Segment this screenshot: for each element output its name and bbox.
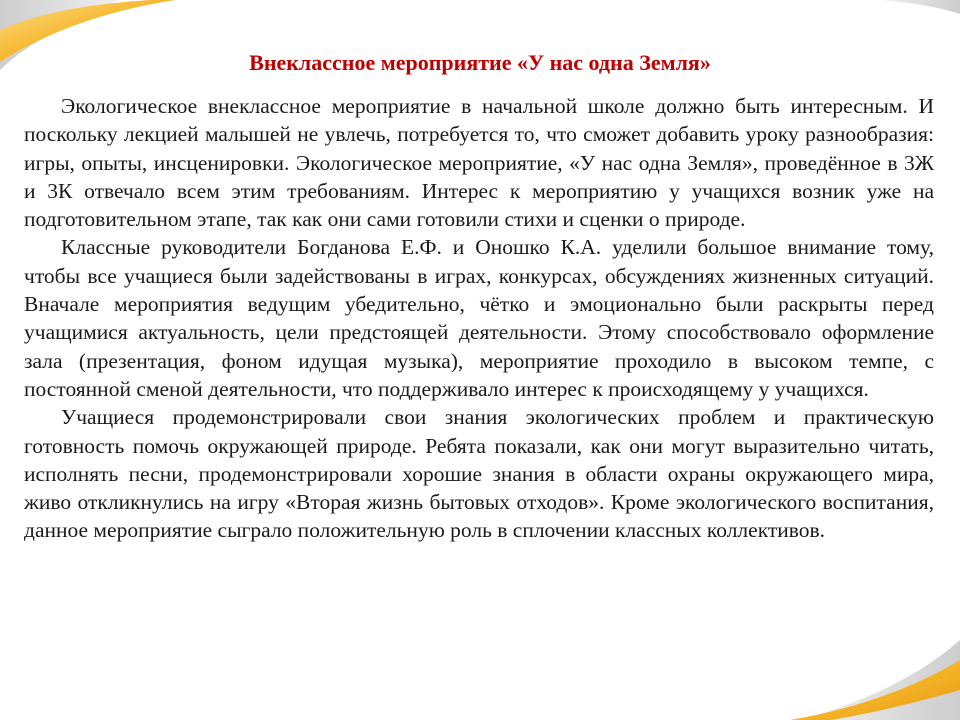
slide-body <box>24 92 934 545</box>
paragraph-teachers: Классные руководители Богданова Е.Ф. и Оношко К.А. уделили большое внимание тому, чтобы все учащиеся были задействованы в играх, конкурсах, обсуждениях жизненных ситуаций. Вначале мероприятия ведущим убедительно, чётко и эмоционально были раскрыты перед учащимися актуальность, цели предстоящей деятельности. Этому способствовало оформление зала (презентация, фоном идущая музыка), мероприятие проходило в высоком темпе, с постоянной сменой деятельности, что поддерживало интерес к происходящему у учащихся. <box>24 235 934 401</box>
bottom-right-grey-band <box>800 640 960 720</box>
paragraph-intro: Экологическое внеклассное мероприятие в начальной школе должно быть интересным. И поскольку лекцией малышей не увлечь, потребуется то, что сможет добавить уроку разнообразия: игры, опыты, инсценировки. Экологическое мероприятие, «У нас одна Земля», проведённое в 3Ж и 3К отвечало всем этим требованиям. Интерес к мероприятию у учащихся возник уже на подготовительном этапе, так как они сами готовили стихи и сценки о природе. <box>24 94 934 232</box>
slide-title: Внеклассное мероприятие «У нас одна Земля» <box>249 50 711 75</box>
bottom-right-gold-band <box>790 660 960 720</box>
top-right-grey-band <box>880 0 960 14</box>
paragraph-results: Учащиеся продемонстрировали свои знания экологических проблем и практическую готовность помочь окружающей природе. Ребята показали, как они могут выразительно читать, исполнять песни, продемонстрировали хорошие знания в области охраны окружающего мира, живо откликнулись на игру «Вторая жизнь бытовых отходов». Кроме экологического воспитания, данное мероприятие сыграло положительную роль в сплочении классных коллективов. <box>24 405 934 543</box>
